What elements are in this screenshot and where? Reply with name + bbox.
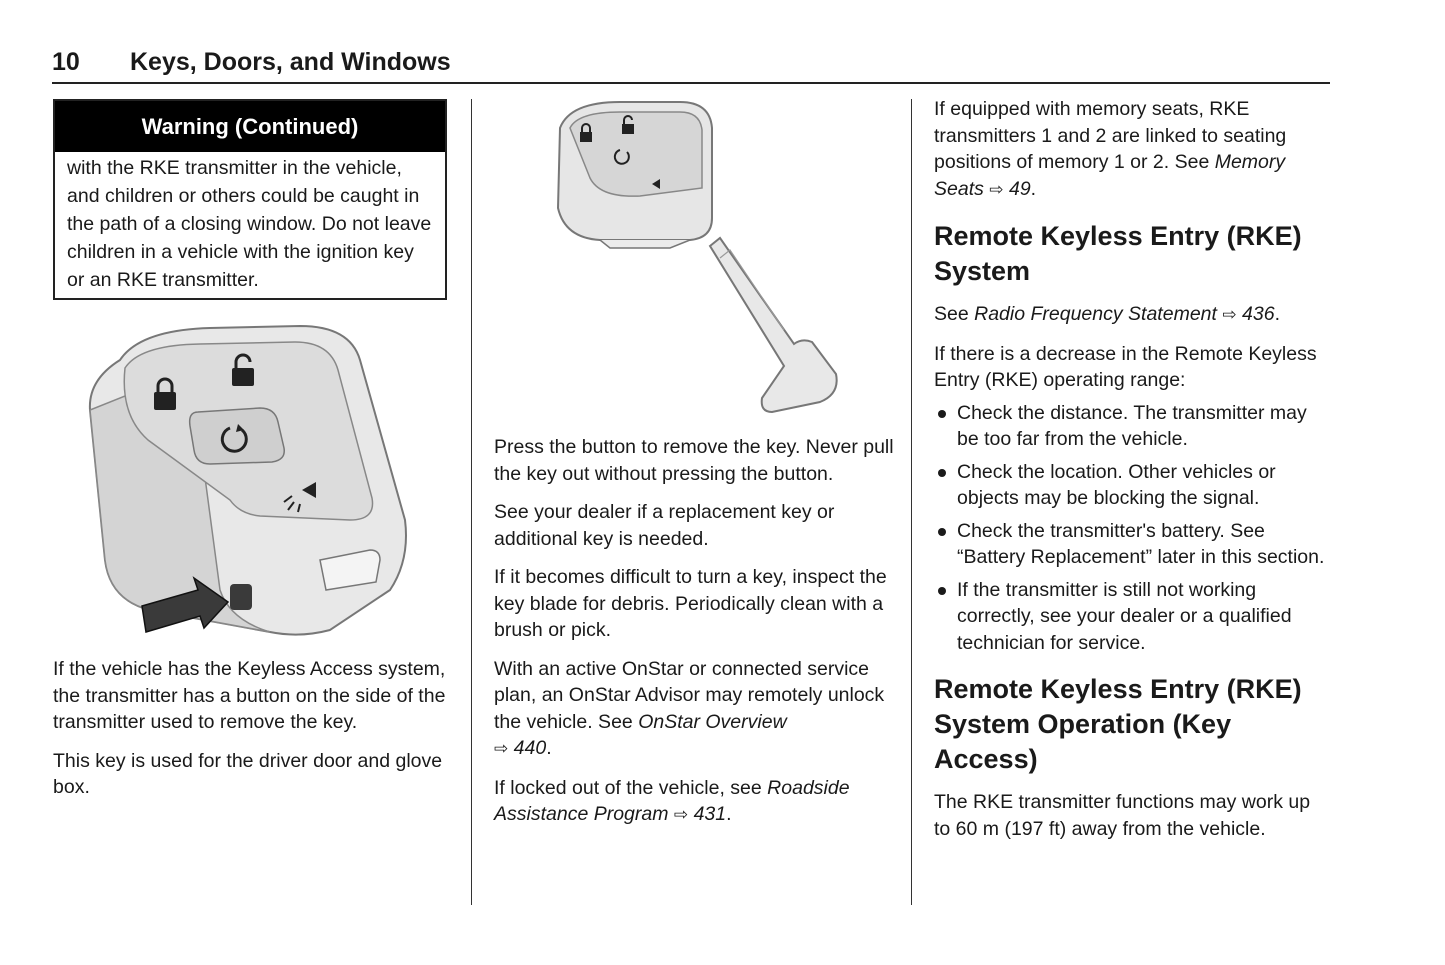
paragraph: See your dealer if a replacement key or additional key is needed. bbox=[494, 501, 835, 550]
page-reference-arrow-icon: ⇨ bbox=[989, 179, 1004, 199]
page-reference[interactable]: 440 bbox=[513, 737, 547, 759]
paragraph: If locked out of the vehicle, see Roadside Assistance Program ⇨ 431. bbox=[494, 776, 850, 825]
paragraph: Press the button to remove the key. Never pull the key out without pressing the button. bbox=[494, 436, 894, 485]
paragraph: See Radio Frequency Statement ⇨ 436. bbox=[934, 303, 1280, 325]
cross-reference-link[interactable]: Memory Seats bbox=[934, 151, 1286, 200]
paragraph: If equipped with memory seats, RKE transmitters 1 and 2 are linked to seating positions of memory 1 or 2. See Memory Seats ⇨ 49. bbox=[934, 98, 1287, 200]
cross-reference-link[interactable]: OnStar Overview bbox=[638, 710, 787, 733]
section-title: Keys, Doors, and Windows bbox=[130, 48, 451, 76]
key-fob-with-release-button-icon bbox=[80, 320, 420, 640]
paragraph: If there is a decrease in the Remote Keyless Entry (RKE) operating range: bbox=[934, 342, 1317, 391]
column-2-text bbox=[494, 434, 894, 841]
section-heading: Remote Keyless Entry (RKE) System bbox=[934, 221, 1302, 286]
page-reference[interactable]: 431 bbox=[693, 803, 727, 825]
paragraph: If the vehicle has the Keyless Access system, the transmitter has a button on the side of the transmitter used to remove the key. bbox=[53, 658, 446, 733]
bullet-icon bbox=[938, 469, 946, 477]
bullet-list bbox=[934, 400, 1326, 657]
paragraph: This key is used for the driver door and glove box. bbox=[53, 749, 443, 798]
column-1-text bbox=[53, 656, 453, 813]
key-release-button bbox=[230, 584, 252, 610]
cross-reference-link[interactable]: Radio Frequency Statement bbox=[974, 303, 1217, 325]
page-reference[interactable]: 49 bbox=[1008, 177, 1031, 200]
header-rule bbox=[52, 82, 1330, 84]
page-number: 10 bbox=[52, 48, 80, 76]
warning-box bbox=[53, 99, 447, 300]
bullet-icon bbox=[938, 587, 946, 595]
paragraph: With an active OnStar or connected service plan, an OnStar Advisor may remotely unlock the vehicle. See OnStar Overview ⇨ 440. bbox=[494, 657, 885, 759]
column-divider-1 bbox=[471, 99, 472, 905]
warning-body: with the RKE transmitter in the vehicle, and children or others could be caught in the path of a closing window. Do not leave children in a vehicle with the ignition key or an RKE transmitter. bbox=[67, 157, 432, 291]
page-reference-arrow-icon: ⇨ bbox=[1222, 305, 1237, 324]
column-divider-2 bbox=[911, 99, 912, 905]
bullet-icon bbox=[938, 528, 946, 536]
bullet-icon bbox=[938, 410, 946, 418]
list-item: Check the distance. The transmitter may be too far from the vehicle. bbox=[934, 400, 1326, 453]
key-fob-with-removed-key-blade-icon bbox=[540, 98, 850, 418]
list-item: If the transmitter is still not working correctly, see your dealer or a qualified technician for service. bbox=[934, 577, 1326, 657]
page-reference[interactable]: 436 bbox=[1242, 303, 1275, 325]
cross-reference-link[interactable]: Roadside Assistance Program bbox=[494, 776, 850, 825]
page-reference-arrow-icon: ⇨ bbox=[494, 739, 509, 758]
column-3-text bbox=[934, 96, 1326, 854]
section-heading: Remote Keyless Entry (RKE) System Operation (Key Access) bbox=[934, 674, 1302, 774]
page-reference-arrow-icon: ⇨ bbox=[673, 805, 689, 824]
paragraph: If it becomes difficult to turn a key, inspect the key blade for debris. Periodically clean with a brush or pick. bbox=[494, 566, 887, 641]
paragraph: The RKE transmitter functions may work up to 60 m (197 ft) away from the vehicle. bbox=[934, 791, 1311, 840]
list-item: Check the transmitter's battery. See “Battery Replacement” later in this section. bbox=[934, 518, 1326, 571]
list-item: Check the location. Other vehicles or objects may be blocking the signal. bbox=[934, 459, 1326, 512]
warning-heading: Warning (Continued) bbox=[55, 101, 445, 152]
